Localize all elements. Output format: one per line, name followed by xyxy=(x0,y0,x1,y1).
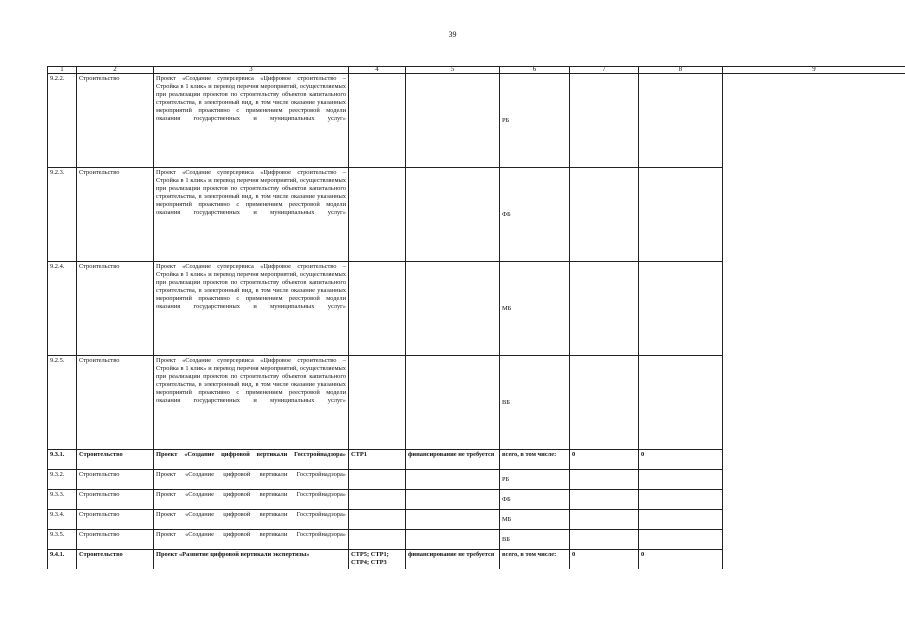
project-cell: Проект «Создание суперсервиса «Цифровое строительство – Стройка в 1 клик» и перевод перечня мероприятий, осуществляемых при реализации проектов по строительству объектов капитального строительства, в электронный вид, в том числе оказание указанных мероприятий проактивно с применением реестровой модели оказания государственных и муниципальных услуг» xyxy=(154,168,349,262)
source-cell: ВБ xyxy=(500,530,570,550)
value-col8-cell xyxy=(639,168,723,262)
project-cell: Проект «Создание цифровой вертикали Госстройнадзора» xyxy=(154,470,349,490)
value-col8-cell xyxy=(639,74,723,168)
row-id: 9.2.5. xyxy=(48,356,77,450)
empty-cell xyxy=(723,356,905,450)
column-number: 4 xyxy=(349,67,406,74)
table-row xyxy=(48,510,905,530)
branch-cell: Строительство xyxy=(77,450,154,470)
indicator-cell xyxy=(349,530,406,550)
column-number: 9 xyxy=(723,67,905,74)
source-cell: РБ xyxy=(500,470,570,490)
table-row xyxy=(48,550,905,570)
branch-cell: Строительство xyxy=(77,490,154,510)
value-col8-cell xyxy=(639,262,723,356)
value-col8-cell: 0 xyxy=(639,450,723,470)
empty-cell xyxy=(723,530,905,550)
financing-note-cell xyxy=(406,510,500,530)
indicator-cell: СТР5; СТР1; СТР4; СТР3 xyxy=(349,550,406,570)
value-col7-cell xyxy=(570,530,639,550)
project-cell: Проект «Создание цифровой вертикали Госстройнадзора» xyxy=(154,490,349,510)
project-cell: Проект «Создание цифровой вертикали Госстройнадзора» xyxy=(154,450,349,470)
table-row xyxy=(48,530,905,550)
value-col8-cell xyxy=(639,510,723,530)
source-cell: ФБ xyxy=(500,490,570,510)
project-cell: Проект «Развитие цифровой вертикали экспертизы» xyxy=(154,550,349,570)
financing-note-cell xyxy=(406,356,500,450)
financing-note-cell xyxy=(406,168,500,262)
value-col7-cell: 0 xyxy=(570,450,639,470)
document-table xyxy=(47,66,905,569)
table-row xyxy=(48,168,905,262)
table-row xyxy=(48,490,905,510)
table-row xyxy=(48,74,905,168)
empty-cell xyxy=(723,550,905,570)
indicator-cell xyxy=(349,356,406,450)
table-row xyxy=(48,356,905,450)
value-col7-cell xyxy=(570,356,639,450)
empty-cell xyxy=(723,470,905,490)
value-col8-cell: 0 xyxy=(639,550,723,570)
row-id: 9.4.1. xyxy=(48,550,77,570)
empty-cell xyxy=(723,510,905,530)
source-cell: МБ xyxy=(500,262,570,356)
row-id: 9.3.5. xyxy=(48,530,77,550)
project-cell: Проект «Создание суперсервиса «Цифровое строительство – Стройка в 1 клик» и перевод перечня мероприятий, осуществляемых при реализации проектов по строительству объектов капитального строительства, в электронный вид, в том числе оказание указанных мероприятий проактивно с применением реестровой модели оказания государственных и муниципальных услуг» xyxy=(154,356,349,450)
source-cell: МБ xyxy=(500,510,570,530)
column-number: 6 xyxy=(500,67,570,74)
financing-note-cell xyxy=(406,490,500,510)
branch-cell: Строительство xyxy=(77,530,154,550)
indicator-cell xyxy=(349,490,406,510)
source-cell: ВБ xyxy=(500,356,570,450)
value-col7-cell xyxy=(570,470,639,490)
empty-cell xyxy=(723,74,905,168)
value-col8-cell xyxy=(639,470,723,490)
value-col8-cell xyxy=(639,490,723,510)
column-number: 1 xyxy=(48,67,77,74)
source-cell: всего, в том числе: xyxy=(500,550,570,570)
indicator-cell xyxy=(349,470,406,490)
indicator-cell xyxy=(349,74,406,168)
value-col8-cell xyxy=(639,356,723,450)
project-cell: Проект «Создание суперсервиса «Цифровое строительство – Стройка в 1 клик» и перевод перечня мероприятий, осуществляемых при реализации проектов по строительству объектов капитального строительства, в электронный вид, в том числе оказание указанных мероприятий проактивно с применением реестровой модели оказания государственных и муниципальных услуг» xyxy=(154,74,349,168)
empty-cell xyxy=(723,490,905,510)
row-id: 9.3.3. xyxy=(48,490,77,510)
financing-note-cell: финансирование не требуется xyxy=(406,550,500,570)
branch-cell: Строительство xyxy=(77,168,154,262)
value-col7-cell: 0 xyxy=(570,550,639,570)
column-number: 3 xyxy=(154,67,349,74)
row-id: 9.2.2. xyxy=(48,74,77,168)
source-cell: всего, в том числе: xyxy=(500,450,570,470)
branch-cell: Строительство xyxy=(77,470,154,490)
value-col7-cell xyxy=(570,510,639,530)
branch-cell: Строительство xyxy=(77,356,154,450)
project-cell: Проект «Создание суперсервиса «Цифровое строительство – Стройка в 1 клик» и перевод перечня мероприятий, осуществляемых при реализации проектов по строительству объектов капитального строительства, в электронный вид, в том числе оказание указанных мероприятий проактивно с применением реестровой модели оказания государственных и муниципальных услуг» xyxy=(154,262,349,356)
table-row xyxy=(48,262,905,356)
financing-note-cell: финансирование не требуется xyxy=(406,450,500,470)
column-number: 7 xyxy=(570,67,639,74)
branch-cell: Строительство xyxy=(77,74,154,168)
branch-cell: Строительство xyxy=(77,510,154,530)
empty-cell xyxy=(723,168,905,262)
value-col7-cell xyxy=(570,168,639,262)
financing-note-cell xyxy=(406,470,500,490)
column-number: 8 xyxy=(639,67,723,74)
row-id: 9.2.3. xyxy=(48,168,77,262)
row-id: 9.2.4. xyxy=(48,262,77,356)
value-col7-cell xyxy=(570,74,639,168)
row-id: 9.3.4. xyxy=(48,510,77,530)
column-numbers-row xyxy=(48,67,905,74)
row-id: 9.3.1. xyxy=(48,450,77,470)
table-row xyxy=(48,450,905,470)
page-number: 39 xyxy=(448,30,457,39)
project-cell: Проект «Создание цифровой вертикали Госстройнадзора» xyxy=(154,530,349,550)
column-number: 5 xyxy=(406,67,500,74)
financing-note-cell xyxy=(406,262,500,356)
value-col8-cell xyxy=(639,530,723,550)
branch-cell: Строительство xyxy=(77,262,154,356)
financing-note-cell xyxy=(406,530,500,550)
source-cell: ФБ xyxy=(500,168,570,262)
indicator-cell xyxy=(349,168,406,262)
value-col7-cell xyxy=(570,262,639,356)
indicator-cell xyxy=(349,262,406,356)
value-col7-cell xyxy=(570,490,639,510)
source-cell: РБ xyxy=(500,74,570,168)
table-row xyxy=(48,470,905,490)
branch-cell: Строительство xyxy=(77,550,154,570)
indicator-cell xyxy=(349,510,406,530)
row-id: 9.3.2. xyxy=(48,470,77,490)
financing-note-cell xyxy=(406,74,500,168)
column-number: 2 xyxy=(77,67,154,74)
project-cell: Проект «Создание цифровой вертикали Госстройнадзора» xyxy=(154,510,349,530)
indicator-cell: СТР1 xyxy=(349,450,406,470)
empty-cell xyxy=(723,450,905,470)
empty-cell xyxy=(723,262,905,356)
